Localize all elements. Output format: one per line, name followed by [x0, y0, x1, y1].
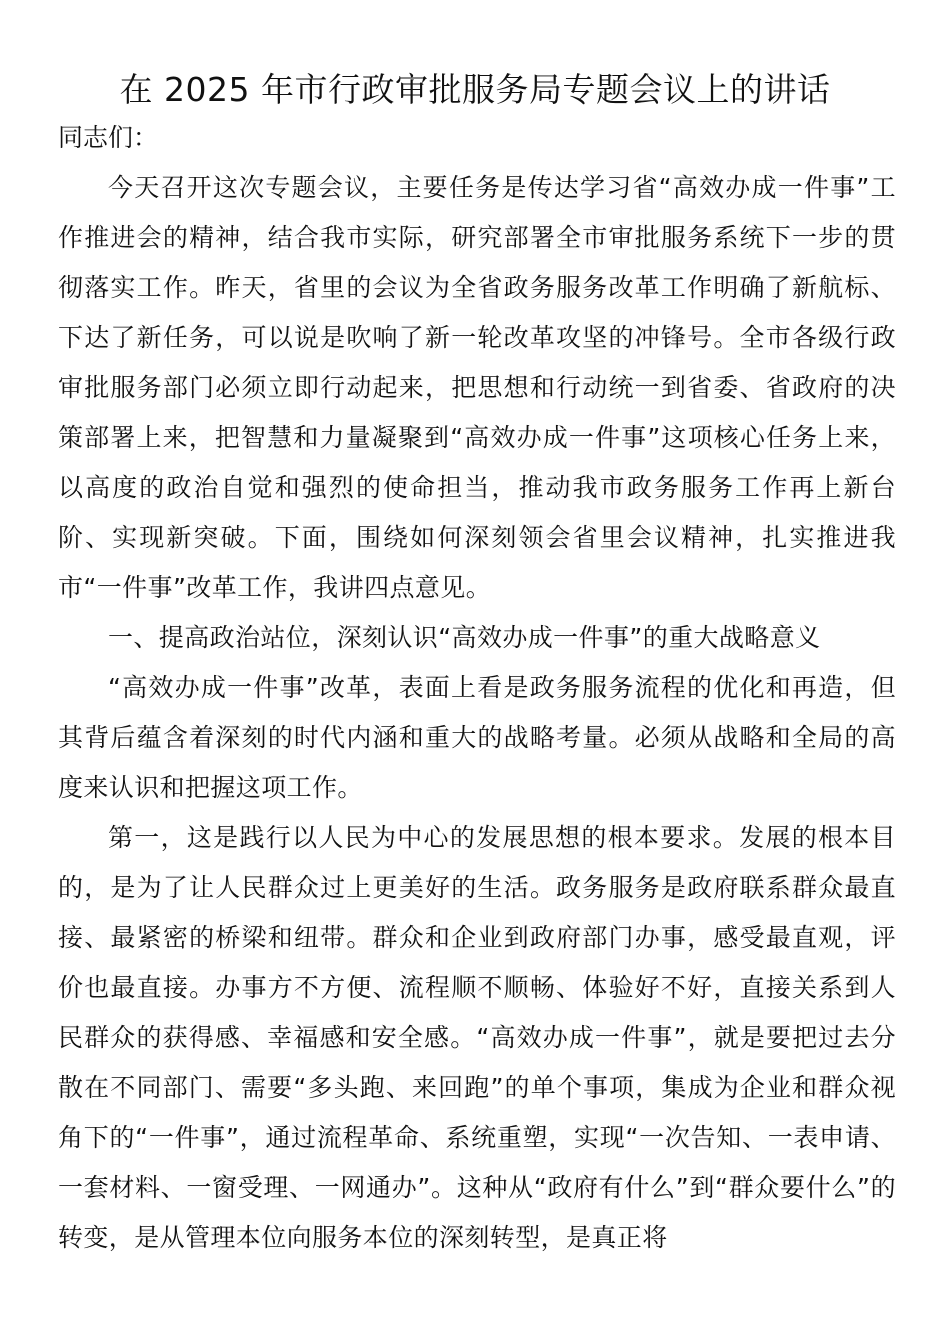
salutation: 同志们：	[58, 123, 159, 152]
document-title: 在 2025 年市行政审批服务局专题会议上的讲话	[119, 70, 831, 109]
paragraph-significance: “高效办成一件事”改革，表面上看是政务服务流程的优化和再造，但其背后蕴含着深刻的时代内涵和重大的战略考量。必须从战略和全局的高度来认识和把握这项工作。	[58, 673, 896, 802]
section-heading-one: 一、提高政治站位，深刻认识“高效办成一件事”的重大战略意义	[108, 623, 821, 652]
paragraph-first-point: 第一，这是践行以人民为中心的发展思想的根本要求。发展的根本目的，是为了让人民群众过上更美好的生活。政务服务是政府联系群众最直接、最紧密的桥梁和纽带。群众和企业到政府部门办事，感受最直观，评价也最直接。办事方不方便、流程顺不顺畅、体验好不好，直接关系到人民群众的获得感、幸福感和安全感。“高效办成一件事”，就是要把过去分散在不同部门、需要“多头跑、来回跑”的单个事项，集成为企业和群众视角下的“一件事”，通过流程革命、系统重塑，实现“一次告知、一表申请、一套材料、一窗受理、一网通办”。这种从“政府有什么”到“群众要什么”的转变，是从管理本位向服务本位的深刻转型，是真正将	[58, 823, 896, 1252]
paragraph-intro: 今天召开这次专题会议，主要任务是传达学习省“高效办成一件事”工作推进会的精神，结合我市实际，研究部署全市审批服务系统下一步的贯彻落实工作。昨天，省里的会议为全省政务服务改革工作明确了新航标、下达了新任务，可以说是吹响了新一轮改革攻坚的冲锋号。全市各级行政审批服务部门必须立即行动起来，把思想和行动统一到省委、省政府的决策部署上来，把智慧和力量凝聚到“高效办成一件事”这项核心任务上来，以高度的政治自觉和强烈的使命担当，推动我市政务服务工作再上新台阶、实现新突破。下面，围绕如何深刻领会省里会议精神，扎实推进我市“一件事”改革工作，我讲四点意见。	[58, 173, 896, 602]
document-body	[58, 163, 896, 1263]
